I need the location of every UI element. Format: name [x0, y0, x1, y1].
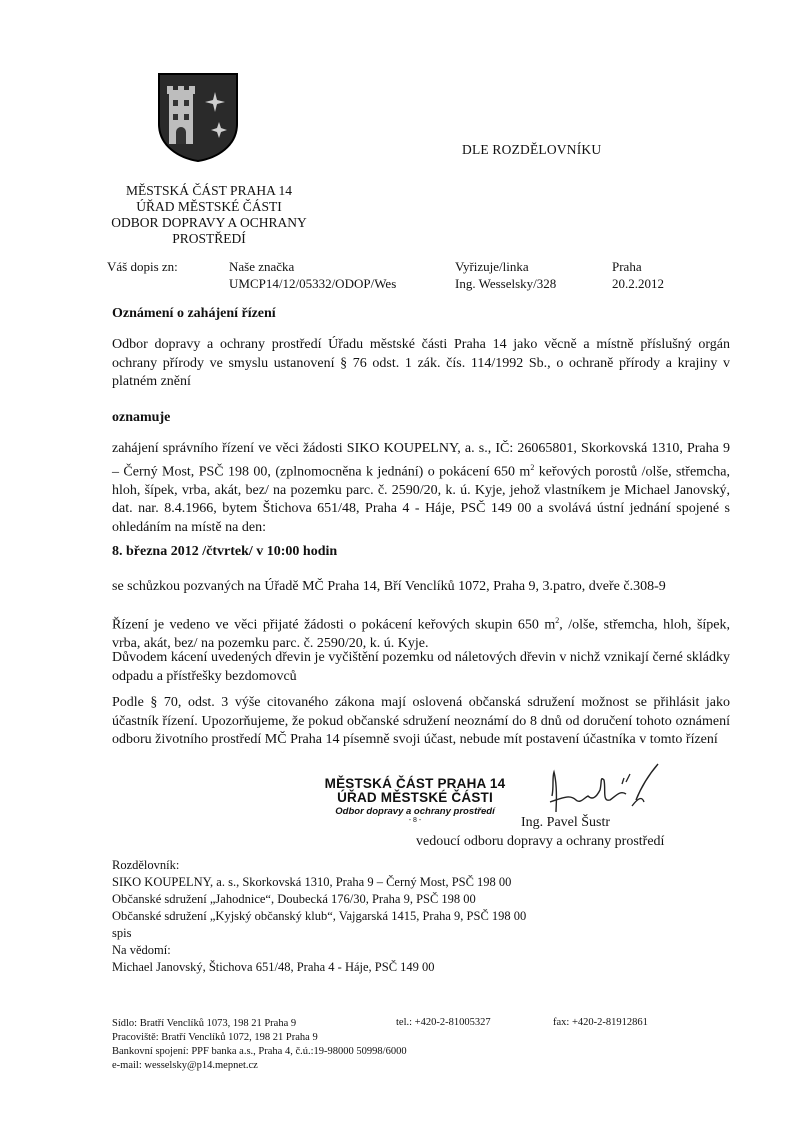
office-line-2: ÚŘAD MĚSTSKÉ ČÁSTI: [136, 199, 282, 214]
office-stamp: [320, 776, 510, 824]
list-item: SIKO KOUPELNY, a. s., Skorkovská 1310, Praha 9 – Černý Most, PSČ 198 00: [112, 875, 512, 889]
handwritten-signature: [540, 760, 670, 822]
coat-of-arms-icon: [157, 72, 239, 162]
paragraph-2: Řízení je vedeno ve věci přijaté žádosti o pokácení keřových skupin 650 $m^2$, /olše, střemcha, hloh, šípek, vrba, akát, bez/ na pozemku parc. č. 2590/20, k. ú. Kyje.: [112, 616, 730, 652]
footer-workplace: Pracoviště: Bratří Venclíků 1072, 198 21 Praha 9: [112, 1032, 318, 1043]
notice-title: Oznámení o zahájení řízení: [112, 306, 276, 321]
announces-heading: oznamuje: [112, 410, 171, 425]
list-item: Občanské sdružení „Kyjský občanský klub“, Vajgarská 1415, Praha 9, PSČ 198 00: [112, 909, 527, 923]
stamp-line-2: ÚŘAD MĚSTSKÉ ČÁSTI: [337, 790, 493, 805]
your-letter-label: Váš dopis zn:: [107, 259, 178, 274]
footer-fax: fax: +420-2-81912861: [553, 1017, 648, 1028]
office-line-1: MĚSTSKÁ ČÁST PRAHA 14: [126, 183, 292, 198]
footer: [112, 1017, 407, 1073]
distribution-list: [112, 857, 526, 976]
footer-tel: tel.: +420-2-81005327: [396, 1017, 491, 1028]
footer-bank: Bankovní spojení: PPF banka a.s., Praha 4, č.ú.:19-98000 50998/6000: [112, 1046, 407, 1057]
meeting-place: se schůzkou pozvaných na Úřadě MČ Praha 14, Bří Venclíků 1072, Praha 9, 3.patro, dveře č.308-9: [112, 579, 666, 594]
office-line-3: ODBOR DOPRAVY A OCHRANY: [111, 215, 307, 230]
handler-label: Vyřizuje/linka: [455, 259, 529, 274]
handler-value: Ing. Wesselsky/328: [455, 276, 557, 291]
list-item: Michael Janovský, Štichova 651/48, Praha 4 - Háje, PSČ 149 00: [112, 960, 435, 974]
stamp-line-3: Odbor dopravy a ochrany prostředí: [335, 806, 495, 817]
place: Praha: [612, 259, 642, 274]
office-block: [103, 183, 315, 247]
signer-title: vedoucí odboru dopravy a ochrany prostředí: [416, 834, 665, 849]
paragraph-3: Důvodem kácení uvedených dřevin je vyčištění pozemku od náletových dřevin v nichž vznikají černé skládky odpadu a přístřešky bezdomovců: [112, 650, 730, 684]
cc-label: Na vědomí:: [112, 943, 171, 957]
handler: [455, 258, 556, 292]
our-reference: [229, 258, 396, 292]
office-line-4: PROSTŘEDÍ: [172, 231, 246, 246]
meeting-date: 8. března 2012 /čtvrtek/ v 10:00 hodin: [112, 544, 338, 559]
list-item: spis: [112, 926, 132, 940]
place-date: [612, 258, 664, 292]
footer-seat: Sídlo: Bratří Venclíků 1073, 198 21 Praha 9: [112, 1018, 297, 1029]
intro-paragraph: Odbor dopravy a ochrany prostředí Úřadu městské části Praha 14 jako věcně a místně příslušný orgán ochrany přírody ve smyslu ustanovení § 76 odst. 1 zák. čís. 114/1992 Sb., o ochraně přírody a krajiny v platném znění: [112, 337, 730, 389]
date: 20.2.2012: [612, 276, 664, 291]
paragraph-4: Podle § 70, odst. 3 výše citovaného zákona mají oslovená občanská sdružení možnost se přihlásit jako účastník řízení. Upozorňujeme, že pokud občanské sdružení neoznámí do 8 dnů od doručení tohoto oznámení odboru životního prostředí MČ Praha 14 písemně svoji účast, nebude mít postavení účastníka v tomto řízení: [112, 695, 730, 747]
stamp-line-1: MĚSTSKÁ ČÁST PRAHA 14: [324, 776, 506, 791]
paragraph-1: zahájení správního řízení ve věci žádosti SIKO KOUPELNY, a. s., IČ: 26065801, Skorkovská 1310, Praha 9 – Černý Most, PSČ 198 00, (zplnomocněna k jednání) o pokácení 650 $m^2$ keřových porostů /olše, střemcha, hloh, šípek, vrba, akát, bez/ na pozemku parc. č. 2590/20, k. ú. Kyje, jehož vlastníkem je Michael Janovský, dat. nar. 8.4.1966, bytem Štichova 651/48, Praha 4 - Háje, PSČ 149 00 a svolává ústní jednání spojené s ohledáním na místě na den:: [112, 441, 730, 535]
stamp-line-4: - 8 -: [408, 817, 422, 824]
our-reference-label: Naše značka: [229, 259, 295, 274]
distribution-note: DLE ROZDĚLOVNÍKU: [462, 142, 602, 157]
distribution-label: Rozdělovník:: [112, 858, 180, 872]
footer-email: e-mail: wesselsky@p14.mepnet.cz: [112, 1060, 258, 1071]
our-reference-value: UMCP14/12/05332/ODOP/Wes: [229, 276, 397, 291]
signer-name: Ing. Pavel Šustr: [521, 815, 611, 830]
list-item: Občanské sdružení „Jahodnice“, Doubecká 176/30, Praha 9, PSČ 198 00: [112, 892, 476, 906]
